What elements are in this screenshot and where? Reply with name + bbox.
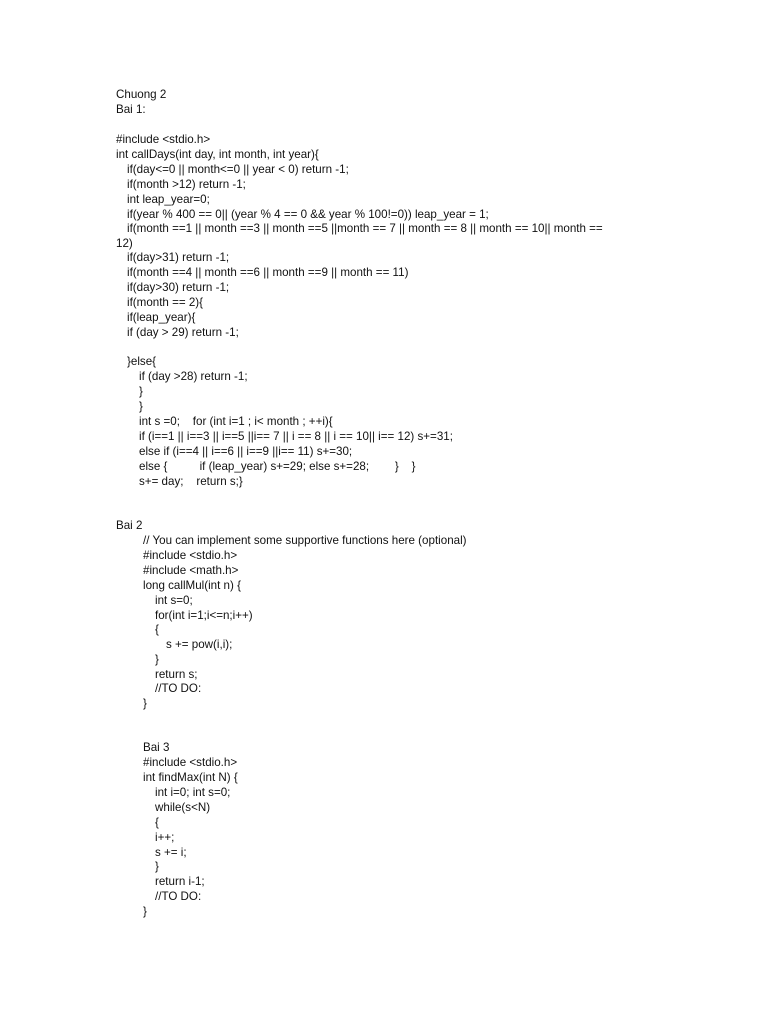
code-line: if(day<=0 || month<=0 || year < 0) return -1; [127, 163, 349, 176]
code-line: if(month ==1 || month ==3 || month ==5 ||month == 7 || month == 8 || month == 10|| month == [127, 222, 603, 235]
code-line: if (day >28) return -1; [139, 370, 248, 383]
code-line: } [143, 905, 147, 918]
code-line: int s=0; [155, 594, 193, 607]
code-line: if(year % 400 == 0|| (year % 4 == 0 && year % 100!=0)) leap_year = 1; [127, 208, 489, 221]
code-line: int s =0; for (int i=1 ; i< month ; ++i){ [139, 415, 333, 428]
code-line: int findMax(int N) { [143, 771, 238, 784]
code-line: #include <stdio.h> [143, 549, 238, 562]
code-line: if(month == 2){ [127, 296, 204, 309]
code-line: } [155, 860, 159, 873]
exercise-heading-bai-1: Bai 1: [116, 103, 146, 116]
code-line: } [155, 653, 159, 666]
code-line: while(s<N) [155, 801, 211, 814]
code-line: else if (i==4 || i==6 || i==9 ||i== 11) s+=30; [139, 445, 353, 458]
code-line: int callDays(int day, int month, int year){ [116, 148, 319, 161]
code-line: i++; [155, 831, 175, 844]
code-line: //TO DO: [155, 682, 202, 695]
code-line: if(month ==4 || month ==6 || month ==9 || month == 11) [127, 266, 409, 279]
code-line: int i=0; int s=0; [155, 786, 231, 799]
exercise-heading-bai-3: Bai 3 [143, 741, 170, 754]
exercise-heading-bai-2: Bai 2 [116, 519, 143, 532]
code-line: else { if (leap_year) s+=29; else s+=28; } } [139, 460, 416, 473]
code-line: } [139, 385, 143, 398]
code-line: { [155, 816, 159, 829]
chapter-heading: Chuong 2 [116, 88, 167, 101]
code-line: 12) [116, 237, 133, 250]
code-line: if(month >12) return -1; [127, 178, 246, 191]
code-line: long callMul(int n) { [143, 579, 241, 592]
code-line: if (i==1 || i==3 || i==5 ||i== 7 || i == 8 || i == 10|| i== 12) s+=31; [139, 430, 453, 443]
code-line: // You can implement some supportive functions here (optional) [143, 534, 467, 547]
code-line: if(day>30) return -1; [127, 281, 230, 294]
code-line: int leap_year=0; [127, 193, 210, 206]
code-line: s+= day; return s;} [139, 475, 243, 488]
code-line: #include <stdio.h> [143, 756, 238, 769]
code-line: for(int i=1;i<=n;i++) [155, 609, 253, 622]
code-line: s += pow(i,i); [166, 638, 233, 651]
code-line: if(day>31) return -1; [127, 251, 230, 264]
code-line: } [139, 400, 143, 413]
code-line: if (day > 29) return -1; [127, 326, 239, 339]
code-line: if(leap_year){ [127, 311, 196, 324]
code-line: #include <stdio.h> [116, 133, 211, 146]
code-line: { [155, 623, 159, 636]
code-line: #include <math.h> [143, 564, 239, 577]
code-line: return i-1; [155, 875, 205, 888]
code-line: //TO DO: [155, 890, 202, 903]
code-line: return s; [155, 668, 198, 681]
code-line: s += i; [155, 846, 187, 859]
code-line: }else{ [127, 355, 157, 368]
code-line: } [143, 697, 147, 710]
